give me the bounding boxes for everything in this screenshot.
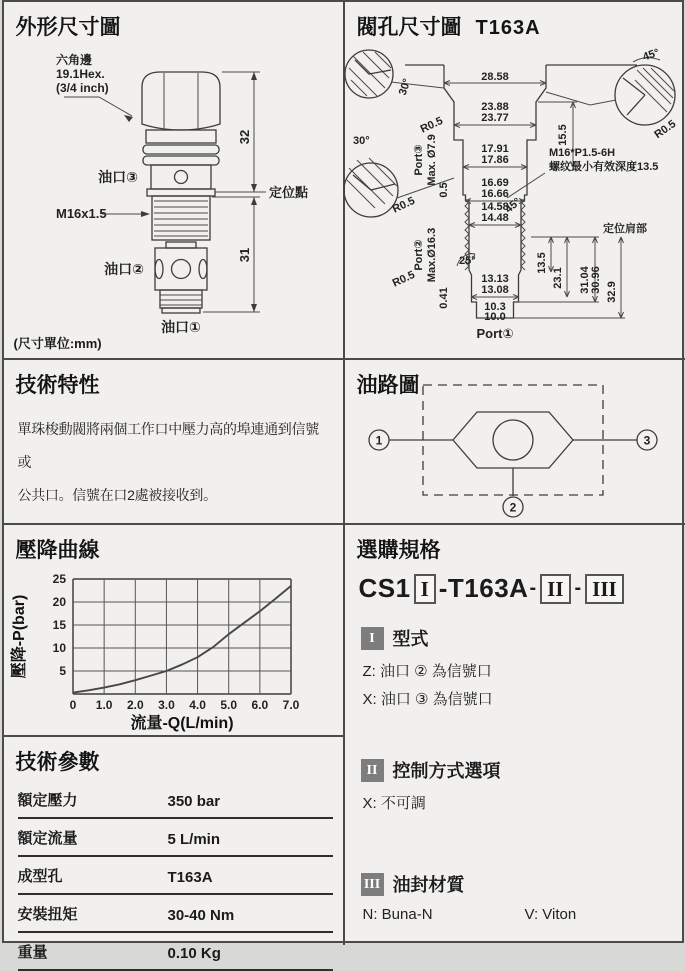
param-label: 重量 [18, 941, 48, 962]
valve-outline-drawing [4, 42, 345, 342]
section-type [361, 625, 429, 651]
section-seal-title: 油封材質 [393, 871, 465, 897]
port1-label: 油口① [161, 319, 201, 335]
unit-note: (尺寸單位:mm) [14, 333, 102, 352]
panel-outline-dimensions [4, 2, 345, 360]
panel-title [345, 2, 685, 41]
y-tick-label: 20 [52, 595, 66, 609]
max-dia-7-9: Max. Ø7.9 [426, 134, 438, 185]
x-tick-label: 6.0 [251, 698, 268, 712]
code-dash-2: - [575, 577, 582, 600]
radius-r05-d: R0.5 [652, 118, 678, 141]
option-type-x: X: 油口 ③ 為信號口 [363, 688, 493, 709]
panel-ordering-spec [345, 525, 685, 945]
dim-31: 31 [237, 248, 252, 262]
badge-III: III [361, 873, 384, 896]
dim-23-1: 23.1 [552, 267, 564, 288]
panel-circuit-diagram [345, 360, 685, 525]
param-value: 350 bar [168, 793, 221, 810]
param-value: 0.10 Kg [168, 945, 221, 962]
cavity-port2-label: Port② [413, 239, 425, 270]
datasheet-page [2, 0, 684, 943]
dim-13-13: 13.13 [481, 273, 509, 285]
param-value: 5 L/min [168, 831, 221, 848]
angle-30-a: 30° [396, 77, 413, 97]
locating-point-label: 定位點 [269, 185, 308, 200]
angle-30-b: 30° [353, 135, 370, 147]
y-tick-label: 15 [52, 618, 66, 632]
y-axis-label: 壓降-P(bar) [9, 595, 28, 679]
panel-title: 技術參數 [4, 737, 343, 776]
radius-r05-a: R0.5 [418, 115, 444, 136]
panel-cavity-dimensions [345, 2, 685, 360]
section-control-title: 控制方式選項 [393, 757, 501, 783]
circuit-port-2: 2 [509, 501, 516, 515]
max-dia-16-3: Max.Ø16.3 [426, 228, 438, 282]
dim-15-5: 15.5 [557, 124, 569, 145]
param-row-weight [18, 931, 333, 971]
code-box-1: I [414, 574, 436, 604]
param-value: T163A [168, 869, 213, 886]
model-code [359, 573, 627, 604]
x-tick-label: 2.0 [126, 698, 143, 712]
panel-title: 技術特性 [4, 360, 343, 399]
panel-title: 油路圖 [345, 360, 685, 399]
code-dash-1: - [529, 577, 536, 600]
panel-title: 壓降曲線 [4, 525, 343, 564]
x-axis-label: 流量-Q(L/min) [130, 713, 233, 732]
dim-13-5: 13.5 [536, 252, 548, 273]
param-row-cavity [18, 855, 333, 895]
features-line1: 單珠梭動閥將兩個工作口中壓力高的埠連通到信號或 [18, 413, 331, 479]
x-tick-label: 7.0 [282, 698, 299, 712]
code-box-2: II [540, 574, 570, 604]
panel-technical-features [4, 360, 345, 525]
features-text [18, 413, 331, 512]
dim-28-58: 28.58 [481, 71, 509, 83]
port2-hole [171, 260, 190, 279]
option-type-z: Z: 油口 ② 為信號口 [363, 660, 492, 681]
x-tick-label: 3.0 [158, 698, 175, 712]
radius-r05-c: R0.5 [390, 269, 416, 290]
x-tick-label: 1.0 [95, 698, 112, 712]
thread-note-1: M16*P1.5-6H [549, 147, 615, 159]
cavity-title: 閥孔尺寸圖 [357, 16, 462, 39]
radius-r05-b: R0.5 [390, 195, 416, 216]
port2-label: 油口② [104, 261, 144, 277]
param-label: 成型孔 [18, 865, 63, 886]
option-seal-v: V: Viton [525, 906, 577, 923]
dim-23-77: 23.77 [481, 112, 509, 124]
dim-30-96: 30.96 [590, 266, 602, 294]
code-prefix: CS1 [359, 573, 411, 604]
dim-14-48: 14.48 [481, 212, 509, 224]
port3-label: 油口③ [98, 169, 138, 185]
y-tick-label: 5 [59, 664, 66, 678]
param-value: 30-40 Nm [168, 907, 235, 924]
badge-II: II [361, 759, 384, 782]
y-tick-label: 10 [52, 641, 66, 655]
angle-25: 25° [459, 255, 476, 267]
cavity-port3-label: Port③ [413, 144, 425, 175]
param-label: 額定壓力 [18, 789, 78, 810]
dim-10-3: 10.3 [484, 301, 505, 313]
badge-I: I [361, 627, 384, 650]
param-row-pressure [18, 779, 333, 819]
x-tick-label: 5.0 [220, 698, 237, 712]
hex-note-line2: 19.1Hex. [56, 67, 105, 81]
section-control [361, 757, 501, 783]
dim-14-58: 14.58 [481, 201, 509, 213]
hex-note-line3: (3/4 inch) [56, 81, 109, 95]
dim-13-08: 13.08 [481, 284, 509, 296]
panel-technical-parameters [4, 737, 345, 945]
dim-31-04: 31.04 [579, 265, 591, 293]
param-row-torque [18, 893, 333, 933]
angle-45-a: 45° [641, 47, 661, 64]
cavity-model: T163A [476, 17, 541, 39]
param-row-flow [18, 817, 333, 857]
dim-16-69: 16.69 [481, 177, 509, 189]
dim-32-9: 32.9 [606, 281, 618, 302]
features-line2: 公共口。信號在口2處被接收到。 [18, 479, 331, 512]
shoulder-label: 定位肩部 [603, 221, 647, 235]
param-label: 額定流量 [18, 827, 78, 848]
code-box-3: III [585, 574, 624, 604]
hex-note-line1: 六角邊 [56, 52, 92, 67]
shuttle-valve-symbol [345, 360, 685, 525]
section-type-title: 型式 [393, 625, 429, 651]
dim-17-91: 17.91 [481, 143, 509, 155]
dim-32: 32 [237, 130, 252, 144]
thread-note-2: 螺纹最小有效深度13.5 [549, 159, 658, 173]
dim-17-86: 17.86 [481, 154, 509, 166]
thread-spec-label: M16x1.5 [56, 206, 107, 221]
section-seal [361, 871, 465, 897]
panel-title: 外形尺寸圖 [4, 2, 343, 41]
panel-pressure-drop-curve [4, 525, 345, 737]
angle-45-b: 45° [502, 196, 522, 216]
dim-23-88: 23.88 [481, 101, 509, 113]
pressure-drop-chart [4, 525, 345, 737]
param-label: 安裝扭矩 [18, 903, 78, 924]
circuit-port-3: 3 [643, 434, 650, 448]
cavity-port1-label: Port① [476, 326, 513, 341]
dim-16-66: 16.66 [481, 188, 509, 200]
port3-hole [174, 171, 187, 184]
code-mid: -T163A [439, 573, 529, 604]
dim-10-0: 10.0 [484, 311, 505, 323]
x-tick-label: 4.0 [189, 698, 206, 712]
x-tick-label: 0 [69, 698, 76, 712]
circuit-port-1: 1 [375, 434, 382, 448]
panel-title: 選購規格 [345, 525, 685, 564]
dim-0-41: 0.41 [438, 287, 450, 308]
option-seal-n: N: Buna-N [363, 906, 433, 923]
y-tick-label: 25 [52, 572, 66, 586]
shuttle-ball [493, 420, 533, 460]
cavity-drawing [345, 40, 685, 360]
option-control-x: X: 不可調 [363, 792, 426, 813]
dim-0-5: 0.5 [438, 182, 450, 197]
hex-head [142, 72, 220, 130]
